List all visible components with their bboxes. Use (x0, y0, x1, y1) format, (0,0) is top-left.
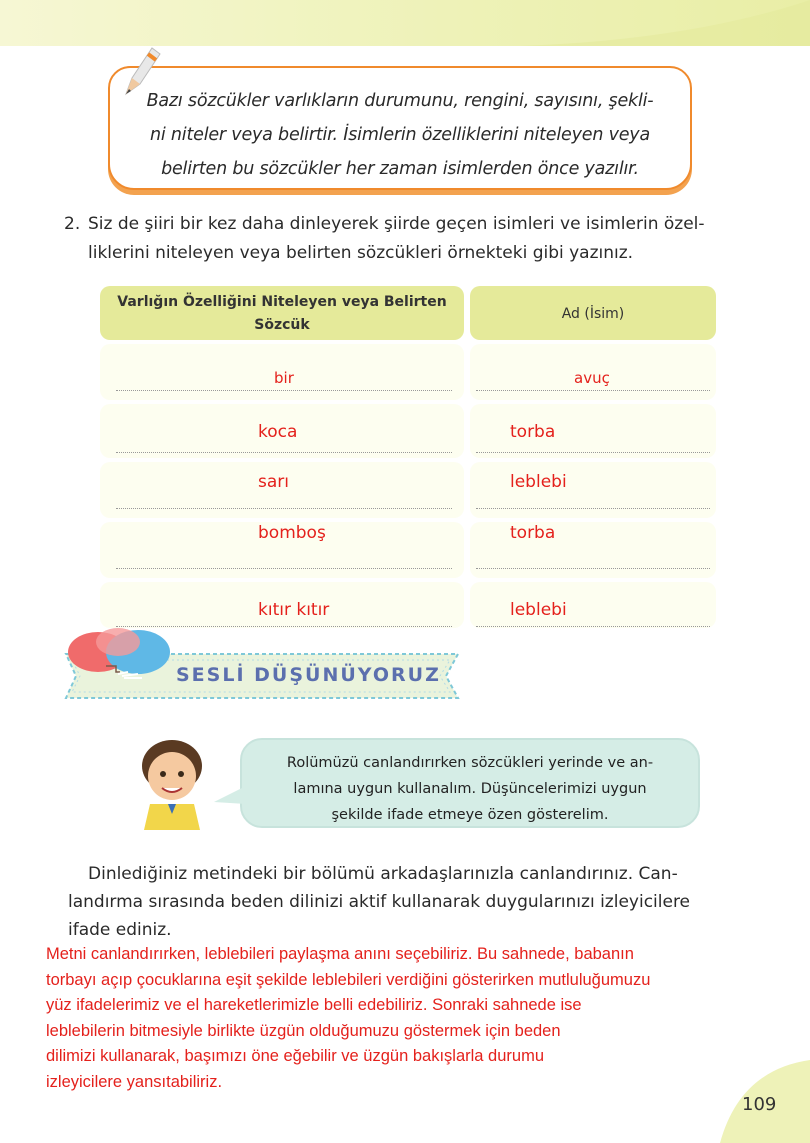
answer-text-line: izleyicilere yansıtabiliriz. (46, 1072, 223, 1091)
row5-modifier: kıtır kıtır (258, 600, 330, 620)
answer-line (116, 508, 452, 509)
page-number: 109 (742, 1094, 777, 1115)
header-modifier-line2: Sözcük (254, 317, 310, 333)
bubble-line: lamına uygun kullanalım. Düşüncelerimizi uygun (293, 781, 647, 797)
answer-line (476, 568, 710, 569)
answer-line (116, 452, 452, 453)
answer-line (116, 568, 452, 569)
answer-text-line: torbayı açıp çocuklarına eşit şekilde leblebileri verdiğini gösterirken mutluluğumuzu (46, 970, 651, 989)
row4-noun: torba (510, 523, 556, 543)
table-cell (470, 404, 716, 458)
table-header-modifier (100, 286, 464, 340)
question-line: Siz de şiiri bir kez daha dinleyerek şiirde geçen isimleri ve isimlerin özel- (88, 214, 705, 234)
row5-noun: leblebi (510, 600, 567, 620)
row3-modifier: sarı (258, 472, 289, 492)
kid-character-illustration (132, 734, 212, 830)
row3-noun: leblebi (510, 472, 567, 492)
table-header-noun (470, 286, 716, 340)
table-cell (470, 582, 716, 628)
row2-modifier: koca (258, 422, 298, 442)
instruction-line: Dinlediğiniz metindeki bir bölümü arkadaşlarınızla canlandırınız. Can- (88, 864, 678, 884)
instruction-line: ifade ediniz. (68, 920, 172, 940)
bubble-line: şekilde ifade etmeye özen gösterelim. (331, 807, 609, 823)
header-modifier-line1: Varlığın Özelliğini Niteleyen veya Belirten (117, 294, 447, 310)
answer-text-line: leblebilerin bitmesiyle birlikte üzgün olduğumuzu göstermek için beden (46, 1021, 561, 1040)
bubble-text (242, 750, 698, 828)
info-line: belirten bu sözcükler her zaman isimlerden önce yazılır. (161, 159, 639, 179)
pencil-icon (118, 44, 162, 100)
speech-bubble-tail (212, 784, 246, 808)
section-title: SESLİ DÜŞÜNÜYORUZ (176, 664, 441, 686)
info-line: Bazı sözcükler varlıkların durumunu, rengini, sayısını, şekli- (146, 91, 654, 111)
table-cell (470, 462, 716, 518)
info-text (110, 84, 690, 186)
table-cell (470, 522, 716, 578)
row2-noun: torba (510, 422, 556, 442)
question-number: 2. (64, 214, 81, 234)
row1-noun: avuç (574, 369, 610, 387)
answer-line (476, 390, 710, 391)
answer-text-line: yüz ifadelerimiz ve el hareketlerimizle belli edebiliriz. Sonraki sahnede ise (46, 996, 582, 1014)
answer-line (476, 452, 710, 453)
answer-text-line: Metni canlandırırken, leblebileri paylaşma anını seçebiliriz. Bu sahnede, babanın (46, 945, 634, 963)
answer-text-line: dilimizi kullanarak, başımızı öne eğebilir ve üzgün bakışlarla durumu (46, 1047, 544, 1065)
speech-bubble (240, 738, 700, 828)
row1-modifier: bir (274, 369, 294, 387)
info-line: ni niteler veya belirtir. İsimlerin özelliklerini niteleyen veya (150, 125, 650, 145)
answer-line (476, 626, 710, 627)
answer-line (476, 508, 710, 509)
question-line: liklerini niteleyen veya belirten sözcükleri örnekteki gibi yazınız. (88, 243, 634, 263)
instruction-line: landırma sırasında beden dilinizi aktif kullanarak duygularınızı izleyicilere (68, 892, 691, 912)
row4-modifier: bomboş (258, 523, 326, 543)
answer-line (116, 390, 452, 391)
bubble-line: Rolümüzü canlandırırken sözcükleri yerinde ve an- (286, 755, 654, 771)
header-noun: Ad (İsim) (561, 306, 625, 322)
student-answer (46, 942, 806, 1095)
info-box (108, 66, 692, 190)
